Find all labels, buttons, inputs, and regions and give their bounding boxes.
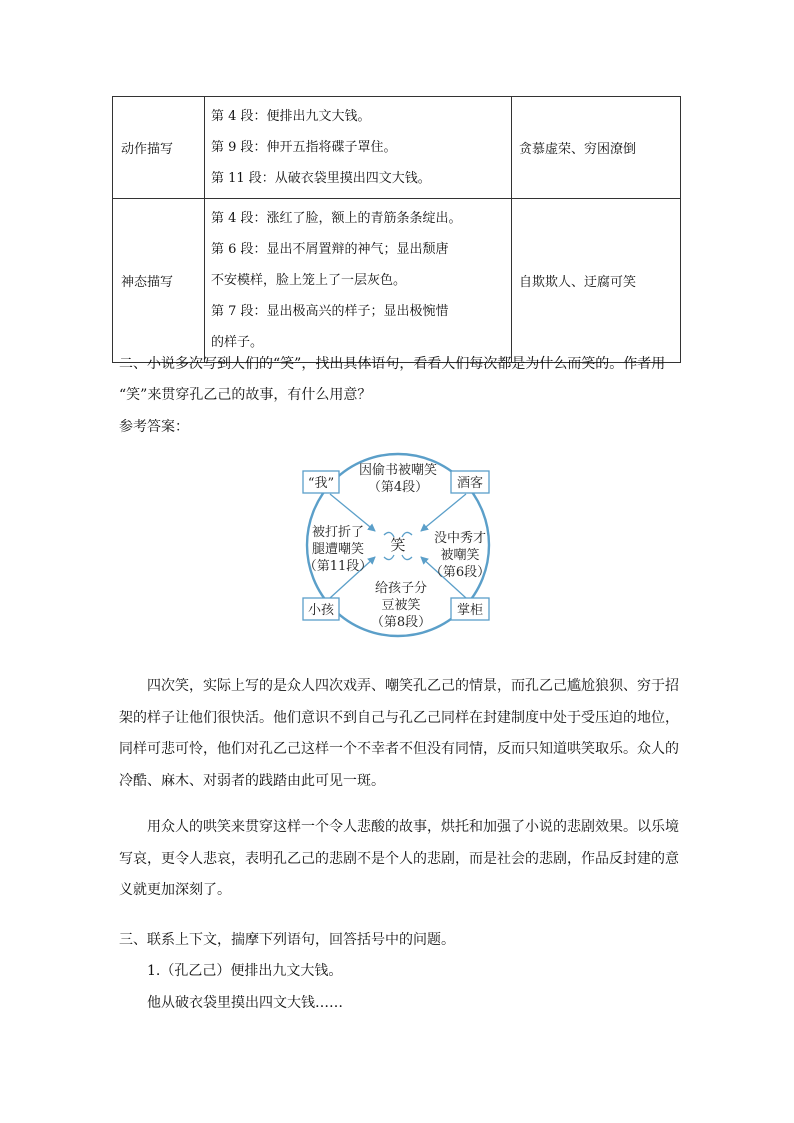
table-row — [113, 97, 681, 199]
example-line: 不安模样，脸上笼上了一层灰色。 — [211, 273, 407, 288]
right-label-line-2: 被嘲笑 — [440, 548, 480, 563]
answer-label: 参考答案： — [119, 419, 189, 435]
paragraph-1: 四次笑，实际上写的是众人四次戏弄、嘲笑孔乙己的情景，而孔乙己尴尬狼狈、穷于招架的样子让他们很快活。他们意识不到自己与孔乙己同样在封建制度中处于受压迫的地位，同样可悲可怜，他们对孔乙己这样一个不幸者不但没有同情，反而只知道哄笑取乐。众人的冷酷、麻木、对弱者的践踏由此可见一斑。 — [119, 678, 679, 789]
description-table — [112, 96, 681, 363]
example-line: 第 7 段：显出极高兴的样子；显出极惋惜 — [211, 304, 449, 319]
table-cell-examples — [205, 97, 512, 199]
left-label-line-3: （第11段） — [303, 559, 373, 574]
example-line: 第 6 段：显出不屑置辩的神气；显出颓唐 — [211, 242, 449, 257]
node-label-jiuke: 酒客 — [456, 476, 484, 491]
arrow-top-right — [421, 494, 466, 531]
top-label-line-1: 因偷书被嘲笑 — [358, 463, 438, 478]
bottom-label-line-2: 豆被笑 — [381, 598, 421, 613]
question-2-line-2: “笑”来贯穿孔乙己的故事，有什么用意？ — [119, 387, 372, 403]
left-label-line-2: 腿遭嘲笑 — [311, 542, 365, 557]
table-cell-meaning: 自欺欺人、迂腐可笑 — [512, 199, 681, 363]
table-cell-category: 神态描写 — [113, 199, 205, 363]
example-line: 第 9 段：伸开五指将碟子罩住。 — [211, 140, 397, 155]
example-line: 第 4 段：便排出九文大钱。 — [211, 109, 371, 124]
question-3-item-1-line-2: 他从破衣袋里摸出四文大钱…… — [147, 995, 343, 1011]
question-3-title: 三、联系上下文，揣摩下列语句，回答括号中的问题。 — [119, 932, 455, 948]
question-3-item-1: 1.（孔乙己）便排出九文大钱。 — [147, 963, 343, 979]
table-cell-meaning: 贪慕虚荣、穷困潦倒 — [512, 97, 681, 199]
node-label-wo: “我” — [307, 476, 335, 491]
example-line: 的样子。 — [211, 335, 264, 350]
right-label-line-1: 没中秀才 — [433, 531, 487, 546]
table-cell-category: 动作描写 — [113, 97, 205, 199]
table-cell-examples — [205, 199, 512, 363]
node-label-zhanggui: 掌柜 — [456, 603, 484, 618]
question-2-line-1: 二、小说多次写到人们的“笑”，找出具体语句，看看人们每次都是为什么而笑的。作者用 — [119, 356, 666, 372]
right-label-line-3: （第6段） — [429, 565, 491, 580]
curl-bottom-right — [402, 555, 412, 560]
left-label-line-1: 被打折了 — [311, 525, 365, 540]
laughter-diagram — [298, 447, 498, 647]
center-label: 笑 — [390, 536, 406, 554]
bottom-label-line-1: 给孩子分 — [374, 581, 428, 596]
table-row — [113, 199, 681, 363]
bottom-label-line-3: （第8段） — [370, 615, 432, 630]
node-label-xiaohai: 小孩 — [307, 603, 335, 618]
top-label-line-2: （第4段） — [367, 480, 429, 495]
curl-bottom-left — [384, 555, 394, 560]
paragraph-2: 用众人的哄笑来贯穿这样一个令人悲酸的故事，烘托和加强了小说的悲剧效果。以乐境写哀，更令人悲哀，表明孔乙己的悲剧不是个人的悲剧，而是社会的悲剧，作品反封建的意义就更加深刻了。 — [119, 819, 679, 898]
example-line: 第 4 段：涨红了脸，额上的青筋条条绽出。 — [211, 211, 462, 226]
example-line: 第 11 段：从破衣袋里摸出四文大钱。 — [211, 171, 431, 186]
